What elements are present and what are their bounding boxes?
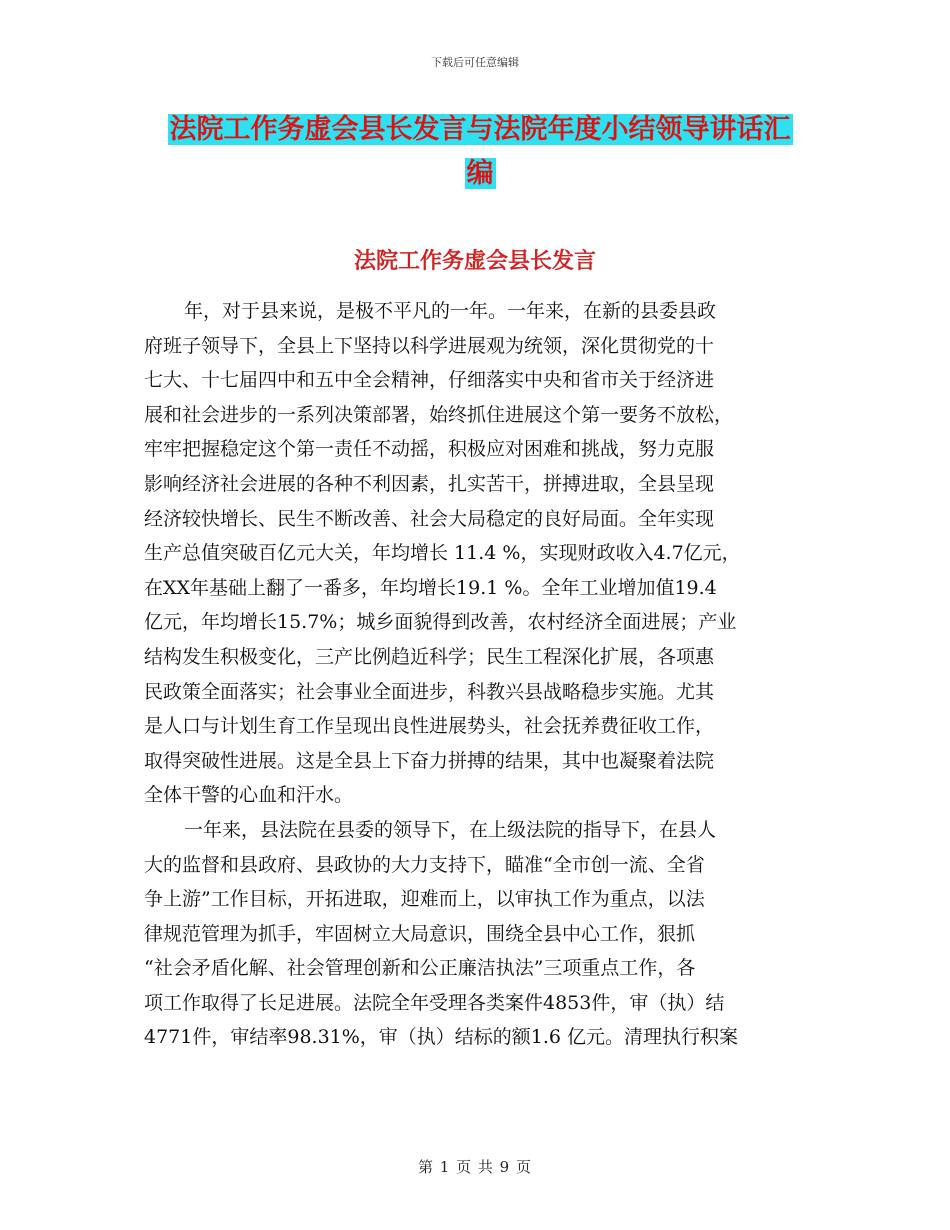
title-line-2: 编 (466, 158, 494, 189)
text-line: 4771件，审结率98.31%，审（执）结标的额1.6 亿元。清理执行积案 (144, 1026, 739, 1049)
paragraph-1 (144, 294, 808, 813)
text-line: 府班子领导下，全县上下坚持以科学进展观为统领，深化贯彻党的十 (144, 334, 715, 357)
text-line: 七大、十七届四中和五中全会精神，仔细落实中央和省市关于经济进 (144, 369, 715, 392)
text-line: 生产总值突破百亿元大关，年均增长 11.4 %，实现财政收入4.7亿元， (144, 542, 741, 565)
text-line: 年，对于县来说，是极不平凡的一年。一年来，在新的县委县政 (184, 300, 717, 322)
page-footer: 第 1 页 共 9 页 (418, 1158, 532, 1176)
text-line: 经济较快增长、民生不断改善、社会大局稳定的良好局面。全年实现 (144, 507, 715, 530)
document-title (120, 108, 840, 196)
text-line: 民政策全面落实；社会事业全面进步，科教兴县战略稳步实施。尤其 (144, 680, 715, 703)
text-line: 牢牢把握稳定这个第一责任不动摇，积极应对困难和挑战，努力克服 (144, 438, 715, 461)
text-line: 展和社会进步的一系列决策部署，始终抓住进展这个第一要务不放松， (144, 403, 734, 426)
header-note: 下载后可任意编辑 (431, 56, 519, 69)
text-line: 取得突破性进展。这是全县上下奋力拼搏的结果，其中也凝聚着法院 (144, 749, 715, 772)
text-line: 结构发生积极变化，三产比例趋近科学；民生工程深化扩展，各项惠 (144, 645, 715, 668)
text-line: 一年来，县法院在县委的领导下，在上级法院的指导下，在县人 (184, 818, 717, 841)
title-line-1: 法院工作务虚会县长发言与法院年度小结领导讲话汇 (169, 114, 791, 145)
text-line: 项工作取得了长足进展。法院全年受理各类案件4853件，审（执）结 (144, 991, 725, 1014)
text-line: “社会矛盾化解、社会管理创新和公正廉洁执法”三项重点工作，各 (144, 957, 696, 980)
text-line: 大的监督和县政府、县政协的大力支持下，瞄准“全市创一流、全省 (144, 853, 705, 876)
text-line: 在XX年基础上翻了一番多，年均增长19.1 %。全年工业增加值19.4 (144, 576, 717, 599)
text-line: 律规范管理为抓手，牢固树立大局意识，围绕全县中心工作，狠抓 (144, 922, 696, 945)
paragraph-2 (144, 813, 808, 1055)
text-line: 是人口与计划生育工作呈现出良性进展势头，社会抚养费征收工作， (144, 715, 715, 738)
text-line: 全体干警的心血和汗水。 (144, 784, 354, 807)
body-text (144, 294, 808, 1055)
text-line: 影响经济社会进展的各种不利因素，扎实苦干，拼搏进取，全县呈现 (144, 472, 715, 495)
section-title: 法院工作务虚会县长发言 (353, 249, 596, 274)
text-line: 争上游”工作目标，开拓进取，迎难而上，以审执工作为重点，以法 (144, 888, 705, 911)
text-line: 亿元，年均增长15.7%；城乡面貌得到改善，农村经济全面进展；产业 (144, 611, 737, 634)
